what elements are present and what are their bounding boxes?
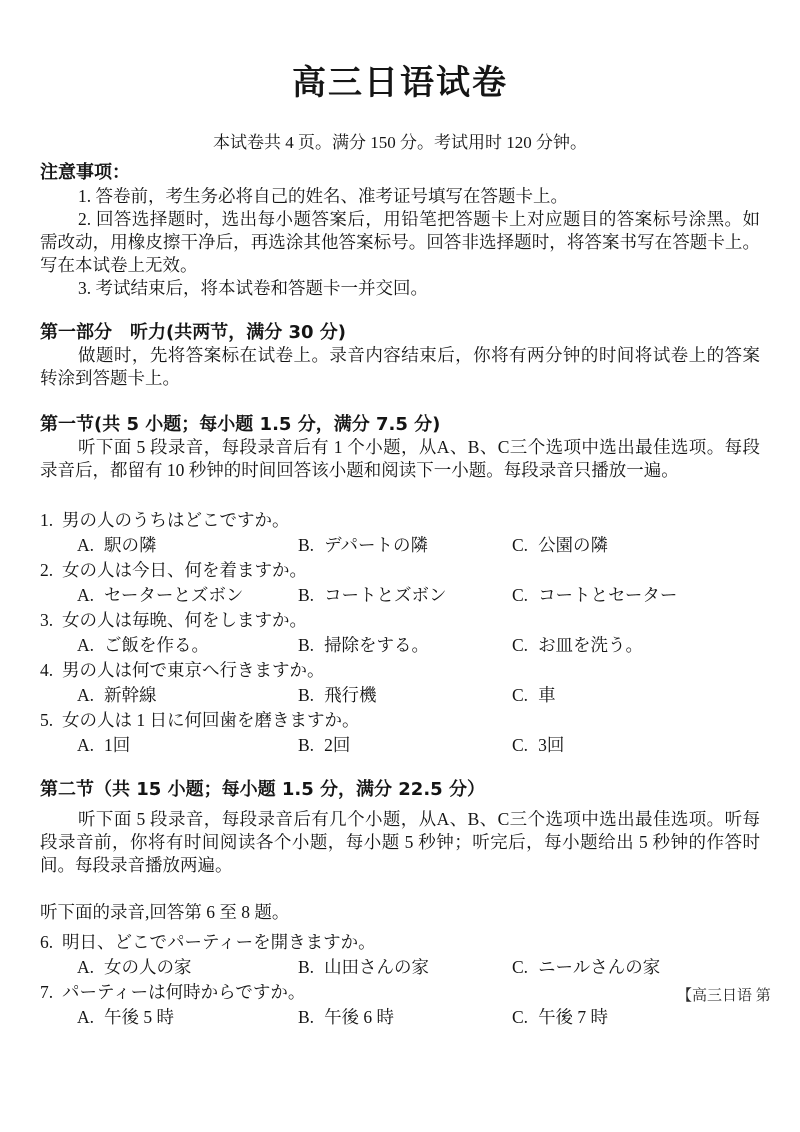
- question-number: 4.: [40, 660, 54, 680]
- option-b: [298, 633, 512, 658]
- question-number: 5.: [40, 710, 54, 730]
- option-text: デパートの隣: [324, 535, 429, 555]
- notice-item-2: 2. 回答选择题时，选出每小题答案后，用铅笔把答题卡上对应题目的答案标号涂黑。如需改动，用橡皮擦干净后，再选涂其他答案标号。回答非选择题时，将答案书写在答题卡上。写在本试卷上无效。: [40, 209, 760, 275]
- option-label: A.: [77, 585, 95, 605]
- option-label: B.: [298, 535, 315, 555]
- option-text: 午後 6 時: [324, 1007, 395, 1027]
- option-text: 車: [538, 685, 556, 705]
- option-label: A.: [77, 535, 95, 555]
- option-text: 新幹線: [104, 685, 157, 705]
- exam-meta-line: 本试卷共 4 页。满分 150 分。考试用时 120 分钟。: [213, 133, 587, 152]
- option-text: 公園の隣: [538, 535, 609, 555]
- question-number: 3.: [40, 610, 54, 630]
- option-b: [298, 683, 512, 708]
- option-text: 1回: [104, 735, 131, 755]
- option-text: 飛行機: [324, 685, 377, 705]
- question-7: [40, 980, 760, 1030]
- option-c: [512, 733, 760, 758]
- option-label: A.: [77, 957, 95, 977]
- part1-instruction: 做题时，先将答案标在试卷上。录音内容结束后，你将有两分钟的时间将试卷上的答案转涂到答题卡上。: [40, 345, 760, 388]
- option-label: A.: [77, 735, 95, 755]
- question-3: [40, 608, 760, 658]
- page-title: 高三日语试卷: [292, 63, 508, 103]
- option-text: コートとズボン: [324, 585, 447, 605]
- notice-heading: 注意事项：: [40, 162, 130, 183]
- option-a: [77, 683, 298, 708]
- question-text: 男の人のうちはどこですか。: [62, 510, 290, 530]
- option-text: ニールさんの家: [538, 957, 661, 977]
- option-label: B.: [298, 957, 315, 977]
- option-a: [77, 583, 298, 608]
- option-label: C.: [512, 735, 529, 755]
- option-text: 午後 7 時: [538, 1007, 609, 1027]
- section2-questions: [40, 930, 760, 1030]
- option-a: [77, 1005, 298, 1030]
- question-text: 女の人は 1 日に何回歯を磨きますか。: [62, 710, 360, 730]
- listening-group-intro: 听下面的录音,回答第 6 至 8 题。: [40, 902, 290, 922]
- notice-item-3: 3. 考试结束后，将本试卷和答题卡一并交回。: [78, 278, 428, 298]
- option-label: C.: [512, 635, 529, 655]
- option-b: [298, 955, 512, 980]
- option-text: 午後 5 時: [104, 1007, 175, 1027]
- question-5: [40, 708, 760, 758]
- option-label: B.: [298, 685, 315, 705]
- option-text: セーターとズボン: [104, 585, 244, 605]
- option-label: B.: [298, 735, 315, 755]
- option-label: C.: [512, 1007, 529, 1027]
- section2-heading: 第二节（共 15 小题；每小题 1.5 分，满分 22.5 分）: [40, 779, 485, 800]
- question-number: 6.: [40, 932, 54, 952]
- option-b: [298, 583, 512, 608]
- page-footer: 【高三日语 第: [677, 988, 771, 1004]
- option-label: A.: [77, 635, 95, 655]
- option-a: [77, 633, 298, 658]
- option-b: [298, 733, 512, 758]
- option-b: [298, 1005, 512, 1030]
- option-text: 掃除をする。: [324, 635, 430, 655]
- section2-instruction: 听下面 5 段录音，每段录音后有几个小题，从A、B、C三个选项中选出最佳选项。听每段录音前，你将有时间阅读各个小题，每小题 5 秒钟；听完后，每小题给出 5 秒钟的作答时间。每段录音播放两遍。: [40, 809, 760, 875]
- question-2: [40, 558, 760, 608]
- option-text: 山田さんの家: [324, 957, 430, 977]
- option-c: [512, 955, 760, 980]
- option-label: A.: [77, 685, 95, 705]
- option-text: 駅の隣: [104, 535, 157, 555]
- question-number: 7.: [40, 982, 54, 1002]
- option-label: B.: [298, 1007, 315, 1027]
- option-text: 2回: [324, 735, 351, 755]
- question-4: [40, 658, 760, 708]
- notice-item-1: 1. 答卷前，考生务必将自己的姓名、准考证号填写在答题卡上。: [78, 186, 568, 206]
- option-c: [512, 583, 760, 608]
- option-text: コートとセーター: [538, 585, 678, 605]
- question-text: 男の人は何で東京へ行きますか。: [62, 660, 325, 680]
- option-label: B.: [298, 635, 315, 655]
- section1-heading: 第一节(共 5 小题；每小题 1.5 分，满分 7.5 分): [40, 414, 441, 435]
- option-a: [77, 733, 298, 758]
- option-text: 女の人の家: [104, 957, 192, 977]
- option-label: C.: [512, 957, 529, 977]
- question-1: [40, 508, 760, 558]
- question-number: 2.: [40, 560, 54, 580]
- option-text: 3回: [538, 735, 565, 755]
- option-text: お皿を洗う。: [538, 635, 644, 655]
- option-c: [512, 1005, 760, 1030]
- option-label: A.: [77, 1007, 95, 1027]
- option-text: ご飯を作る。: [104, 635, 210, 655]
- part1-heading: 第一部分 听力(共两节，满分 30 分): [40, 322, 347, 343]
- option-label: C.: [512, 535, 529, 555]
- question-text: 女の人は毎晩、何をしますか。: [62, 610, 307, 630]
- question-text: 女の人は今日、何を着ますか。: [62, 560, 307, 580]
- section1-questions: [40, 508, 760, 758]
- option-c: [512, 633, 760, 658]
- question-number: 1.: [40, 510, 54, 530]
- option-b: [298, 533, 512, 558]
- option-a: [77, 955, 298, 980]
- option-label: B.: [298, 585, 315, 605]
- question-6: [40, 930, 760, 980]
- question-text: 明日、どこでパーティーを開きますか。: [62, 932, 376, 952]
- option-c: [512, 533, 760, 558]
- option-label: C.: [512, 685, 529, 705]
- option-a: [77, 533, 298, 558]
- option-label: C.: [512, 585, 529, 605]
- option-c: [512, 683, 760, 708]
- section1-instruction: 听下面 5 段录音，每段录音后有 1 个小题，从A、B、C三个选项中选出最佳选项。每段录音后，都留有 10 秒钟的时间回答该小题和阅读下一小题。每段录音只播放一遍。: [40, 437, 760, 480]
- question-text: パーティーは何時からですか。: [62, 982, 306, 1002]
